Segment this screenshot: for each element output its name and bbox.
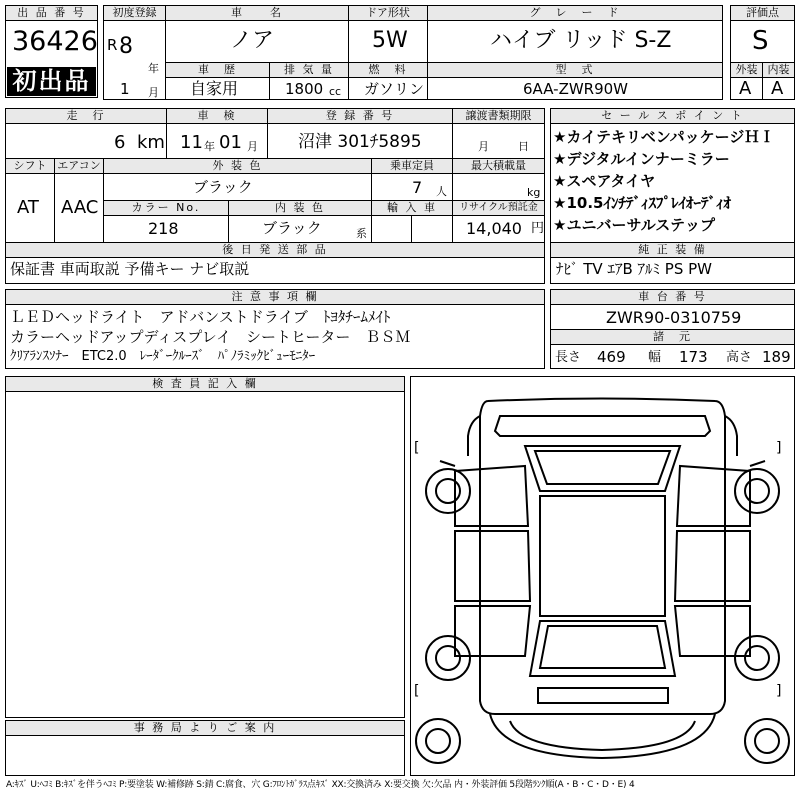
- load-label: 最大積載量: [452, 158, 545, 174]
- transfer-label: 譲渡書類期限: [452, 108, 545, 124]
- inspection-year: 11: [180, 132, 203, 153]
- notes-label: 注 意 事 項 欄: [5, 289, 545, 305]
- model-label: 型 式: [427, 62, 723, 78]
- color-no-value: 218: [148, 219, 179, 238]
- inspection-year-unit: 年: [204, 140, 215, 153]
- load-unit: kg: [527, 186, 541, 199]
- door-label: ドア形状: [348, 5, 428, 21]
- inspection-label: 車 検: [166, 108, 268, 124]
- bracket: [: [414, 440, 420, 456]
- int-color-label: 内 装 色: [228, 200, 372, 216]
- capacity-unit: 人: [436, 185, 447, 198]
- displacement-label: 排 気 量: [269, 62, 349, 78]
- transfer-day-unit: 日: [518, 140, 529, 153]
- inspector-label: 検 査 員 記 入 欄: [5, 376, 405, 392]
- delivery-value: 保証書 車両取説 予備キー ナビ取説: [10, 260, 250, 278]
- plate-label: 登 録 番 号: [267, 108, 453, 124]
- inspector-box: [5, 376, 405, 718]
- reg-year-unit: 年: [148, 62, 159, 75]
- mileage-unit: km: [137, 132, 165, 153]
- sales-point: ★カイテキリベンパッケージＨＩ: [553, 128, 775, 146]
- history-label: 車 歴: [165, 62, 270, 78]
- transfer-month-unit: 月: [478, 140, 489, 153]
- sales-point: ★スペアタイヤ: [553, 172, 656, 190]
- displacement-unit: cc: [329, 85, 342, 98]
- shift-value: AT: [17, 197, 39, 218]
- car-diagram: [410, 376, 795, 776]
- mileage-value: 6: [114, 132, 126, 153]
- plate-value: 沼津 301ﾁ5895: [298, 132, 422, 152]
- aircon-label: エアコン: [54, 158, 104, 174]
- equipment-value: ﾅﾋﾞ TV ｴｱB ｱﾙﾐ PS PW: [556, 260, 712, 278]
- door-type: 5W: [372, 28, 408, 53]
- sales-label: セ ー ル ス ポ イ ン ト: [550, 108, 795, 124]
- reg-year: 8: [119, 34, 133, 59]
- ext-color-label: 外 装 色: [103, 158, 372, 174]
- office-label: 事 務 局 よ り ご 案 内: [5, 720, 405, 736]
- sales-point: ★10.5ｲﾝﾁﾃﾞｨｽﾌﾟﾚｲｵｰﾃﾞｨｵ: [553, 194, 731, 212]
- recycle-unit: 円: [531, 221, 545, 236]
- int-score: A: [771, 78, 784, 99]
- model-value: 6AA-ZWR90W: [523, 80, 629, 98]
- ext-score: A: [739, 78, 752, 99]
- notes-line: ＬＥＤヘッドライト アドバンストドライブ ﾄﾖﾀﾁｰﾑﾒｲﾄ: [10, 308, 391, 326]
- inspection-month-unit: 月: [247, 140, 258, 153]
- history-value: 自家用: [190, 79, 239, 98]
- first-listing-badge: 初出品: [7, 67, 96, 96]
- lot-label: 出 品 番 号: [5, 5, 98, 21]
- ext-score-label: 外装: [730, 62, 763, 78]
- score-value: S: [752, 26, 769, 56]
- width-label: 幅: [648, 350, 662, 365]
- reg-month-unit: 月: [148, 86, 159, 99]
- notes-line: カラーヘッドアップディスプレイ シートヒーター ＢＳＭ: [10, 328, 411, 346]
- ext-color-value: ブラック: [193, 178, 253, 196]
- fuel-value: ガソリン: [364, 80, 425, 98]
- grade-value: ハイブ リッド S-Z: [490, 28, 672, 53]
- capacity-label: 乗車定員: [371, 158, 453, 174]
- score-label: 評価点: [730, 5, 795, 21]
- color-no-label: カラー No.: [103, 200, 229, 216]
- length-value: 469: [597, 348, 626, 366]
- chassis-label: 車 台 番 号: [550, 289, 795, 305]
- int-score-label: 内装: [762, 62, 795, 78]
- mileage-label: 走 行: [5, 108, 167, 124]
- dims-label: 諸 元: [550, 329, 795, 345]
- capacity-value: 7: [412, 178, 423, 197]
- int-color-value: ブラック: [262, 219, 322, 237]
- reg-label: 初度登録: [103, 5, 166, 21]
- shift-label: シフト: [5, 158, 55, 174]
- length-label: 長さ: [555, 350, 582, 365]
- grade-label: グ レ ー ド: [427, 5, 723, 21]
- recycle-value: 14,040: [466, 219, 522, 238]
- name-label: 車 名: [165, 5, 349, 21]
- height-label: 高さ: [726, 350, 753, 365]
- width-value: 173: [679, 348, 708, 366]
- lot-number: 36426: [12, 26, 98, 57]
- sales-point: ★ユニバーサルステップ: [553, 216, 715, 234]
- import-label: 輸 入 車: [371, 200, 453, 216]
- fuel-label: 燃 料: [348, 62, 428, 78]
- vehicle-name: ノア: [230, 28, 275, 53]
- recycle-label: リサイクル預託金: [452, 200, 545, 216]
- displacement-value: 1800: [285, 80, 324, 98]
- bracket: ]: [776, 440, 782, 456]
- aircon-value: AAC: [61, 197, 99, 218]
- delivery-label: 後 日 発 送 部 品: [5, 242, 545, 258]
- sales-point: ★デジタルインナーミラー: [553, 150, 730, 168]
- bracket: [: [414, 683, 420, 699]
- height-value: 189: [762, 348, 791, 366]
- reg-month: 1: [120, 80, 130, 98]
- reg-era: R: [107, 36, 118, 54]
- chassis-number: ZWR90-0310759: [606, 308, 742, 327]
- bracket: ]: [776, 683, 782, 699]
- notes-line: ｸﾘｱﾗﾝｽｿﾅｰ ETC2.0 ﾚｰﾀﾞｰｸﾙｰｽﾞ ﾊﾟﾉﾗﾐｯｸﾋﾞｭｰﾓﾆﾀｰ: [10, 349, 316, 364]
- damage-legend: A:ｷｽﾞ U:ﾍｺﾐ B:ｷｽﾞを伴うﾍｺﾐ P:要塗装 W:補修跡 S:錆 C:腐食、穴 G:ﾌﾛﾝﾄｶﾞﾗｽ点ｷｽﾞ XX:交換済み X:要交換 欠:欠品 内・外装評価 5段階ﾗﾝｸ順(A・B・C・D・E) 4: [6, 780, 635, 790]
- int-color-unit: 系: [356, 227, 367, 240]
- inspection-month: 01: [219, 132, 242, 153]
- equipment-label: 純 正 装 備: [550, 242, 795, 258]
